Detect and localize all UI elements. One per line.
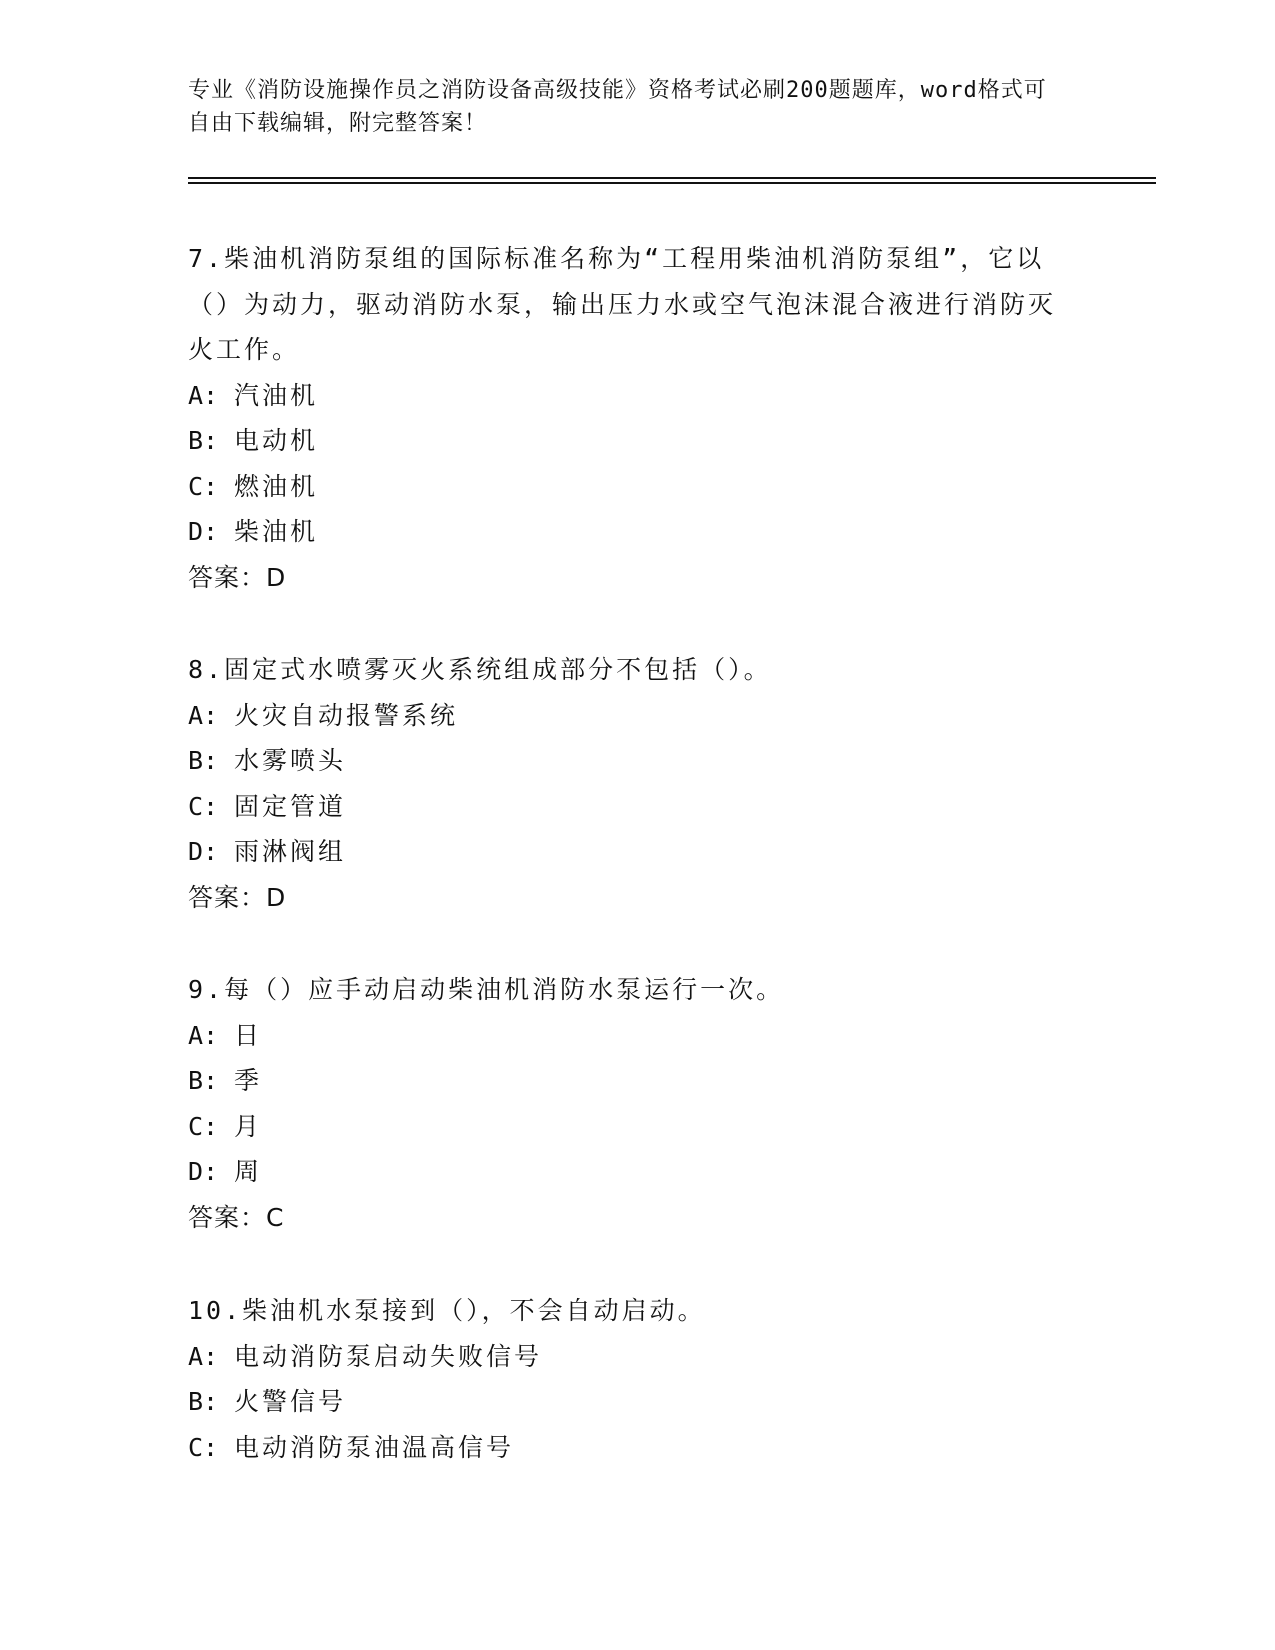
- option-d: [188, 829, 1068, 875]
- option-text: 月: [234, 1111, 263, 1141]
- option-text: 季: [234, 1066, 263, 1095]
- option-text: 日: [234, 1020, 263, 1050]
- document-header-text: 专业《消防设施操作员之消防设备高级技能》资格考试必刷200题题库，word格式可自由下载编辑，附完整答案！: [188, 78, 1047, 136]
- option-letter: C:: [188, 1111, 219, 1141]
- option-text: 火灾自动报警系统: [234, 700, 459, 730]
- question-stem: 7.柴油机消防泵组的国际标准名称为“工程用柴油机消防泵组”，它以（）为动力，驱动消防水泵，输出压力水或空气泡沫混合液进行消防灭火工作。: [188, 244, 1057, 364]
- option-c: [188, 1425, 1068, 1471]
- option-letter: D:: [188, 517, 219, 546]
- option-letter: A:: [188, 380, 219, 410]
- option-letter: D:: [188, 1157, 219, 1186]
- option-a: [188, 373, 1068, 419]
- header-divider-top: [188, 177, 1156, 179]
- option-letter: C:: [188, 471, 219, 501]
- option-letter: D:: [188, 837, 219, 866]
- option-letter: A:: [188, 700, 219, 730]
- option-text: 电动机: [234, 426, 319, 455]
- option-a: [188, 693, 1068, 739]
- option-text: 电动消防泵启动失败信号: [234, 1341, 543, 1371]
- option-text: 汽油机: [234, 380, 319, 410]
- question-10: [188, 1288, 1068, 1470]
- option-letter: C:: [188, 1432, 219, 1462]
- option-b: [188, 738, 1068, 784]
- question-stem: 10.柴油机水泵接到（），不会自动启动。: [188, 1296, 706, 1325]
- option-text: 电动消防泵油温高信号: [234, 1432, 515, 1462]
- option-letter: B:: [188, 1066, 219, 1095]
- option-b: [188, 1058, 1068, 1104]
- option-text: 柴油机: [234, 517, 319, 546]
- question-stem: 9.每（）应手动启动柴油机消防水泵运行一次。: [188, 975, 785, 1004]
- question-stem: 8.固定式水喷雾灭火系统组成部分不包括（）。: [188, 655, 772, 684]
- option-c: [188, 1104, 1068, 1150]
- option-letter: B:: [188, 746, 219, 775]
- answer-line: 答案：C: [188, 1202, 285, 1232]
- option-c: [188, 784, 1068, 830]
- option-text: 火警信号: [234, 1387, 347, 1416]
- answer-line: 答案：D: [188, 562, 287, 592]
- option-letter: B:: [188, 1387, 219, 1416]
- option-text: 雨淋阀组: [234, 837, 347, 866]
- question-7: [188, 236, 1068, 600]
- answer-line: 答案：D: [188, 882, 287, 912]
- question-9: [188, 967, 1068, 1240]
- option-letter: A:: [188, 1341, 219, 1371]
- option-letter: B:: [188, 426, 219, 455]
- header-divider-bottom: [188, 182, 1156, 184]
- option-text: 周: [234, 1157, 263, 1186]
- option-text: 燃油机: [234, 471, 319, 501]
- option-b: [188, 418, 1068, 464]
- option-b: [188, 1379, 1068, 1425]
- option-text: 固定管道: [234, 791, 347, 821]
- option-d: [188, 1149, 1068, 1195]
- option-a: [188, 1013, 1068, 1059]
- option-letter: A:: [188, 1020, 219, 1050]
- option-text: 水雾喷头: [234, 746, 347, 775]
- option-letter: C:: [188, 791, 219, 821]
- option-a: [188, 1334, 1068, 1380]
- question-8: [188, 647, 1068, 920]
- option-d: [188, 509, 1068, 555]
- option-c: [188, 464, 1068, 510]
